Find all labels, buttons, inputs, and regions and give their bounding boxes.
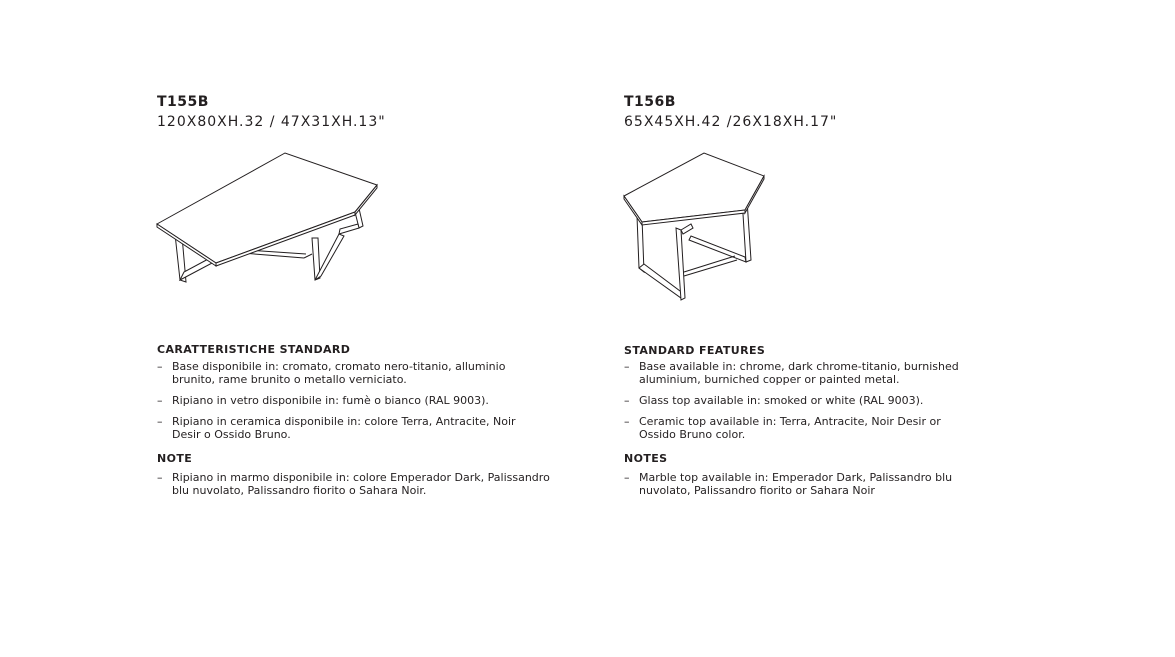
product-t156b bbox=[624, 94, 1024, 497]
features-title: CARATTERISTICHE STANDARD bbox=[157, 343, 351, 356]
list-item: – Base disponibile in: cromato, cromato nero-titanio, alluminio brunito, rame brunito o metallo verniciato. bbox=[157, 360, 547, 386]
side-table-drawing bbox=[621, 150, 767, 306]
list-item: – Glass top available in: smoked or white (RAL 9003). bbox=[624, 394, 964, 407]
features-list bbox=[624, 360, 964, 449]
notes-list bbox=[157, 471, 557, 505]
product-code: T156B bbox=[624, 94, 676, 110]
notes-list bbox=[624, 471, 984, 505]
product-code: T155B bbox=[157, 94, 209, 110]
notes-title: NOTE bbox=[157, 452, 193, 465]
features-list bbox=[157, 360, 547, 449]
features-title: STANDARD FEATURES bbox=[624, 344, 766, 357]
list-item: – Ripiano in vetro disponibile in: fumè o bianco (RAL 9003). bbox=[157, 394, 547, 407]
product-dimensions: 120X80XH.32 / 47X31XH.13" bbox=[157, 114, 386, 130]
list-item: – Marble top available in: Emperador Dark, Palissandro blu nuvolato, Palissandro fiorito or Sahara Noir bbox=[624, 471, 984, 497]
list-item: – Ceramic top available in: Terra, Antracite, Noir Desir or Ossido Bruno color. bbox=[624, 415, 964, 441]
product-dimensions: 65X45XH.42 /26X18XH.17" bbox=[624, 114, 838, 130]
product-t155b bbox=[157, 94, 557, 497]
list-item: – Base available in: chrome, dark chrome-titanio, burnished aluminium, burniched copper or painted metal. bbox=[624, 360, 964, 386]
low-coffee-table-drawing bbox=[154, 150, 380, 286]
notes-title: NOTES bbox=[624, 452, 668, 465]
list-item: – Ripiano in ceramica disponibile in: colore Terra, Antracite, Noir Desir o Ossido Bruno. bbox=[157, 415, 547, 441]
list-item: – Ripiano in marmo disponibile in: colore Emperador Dark, Palissandro blu nuvolato, Palissandro fiorito o Sahara Noir. bbox=[157, 471, 557, 497]
